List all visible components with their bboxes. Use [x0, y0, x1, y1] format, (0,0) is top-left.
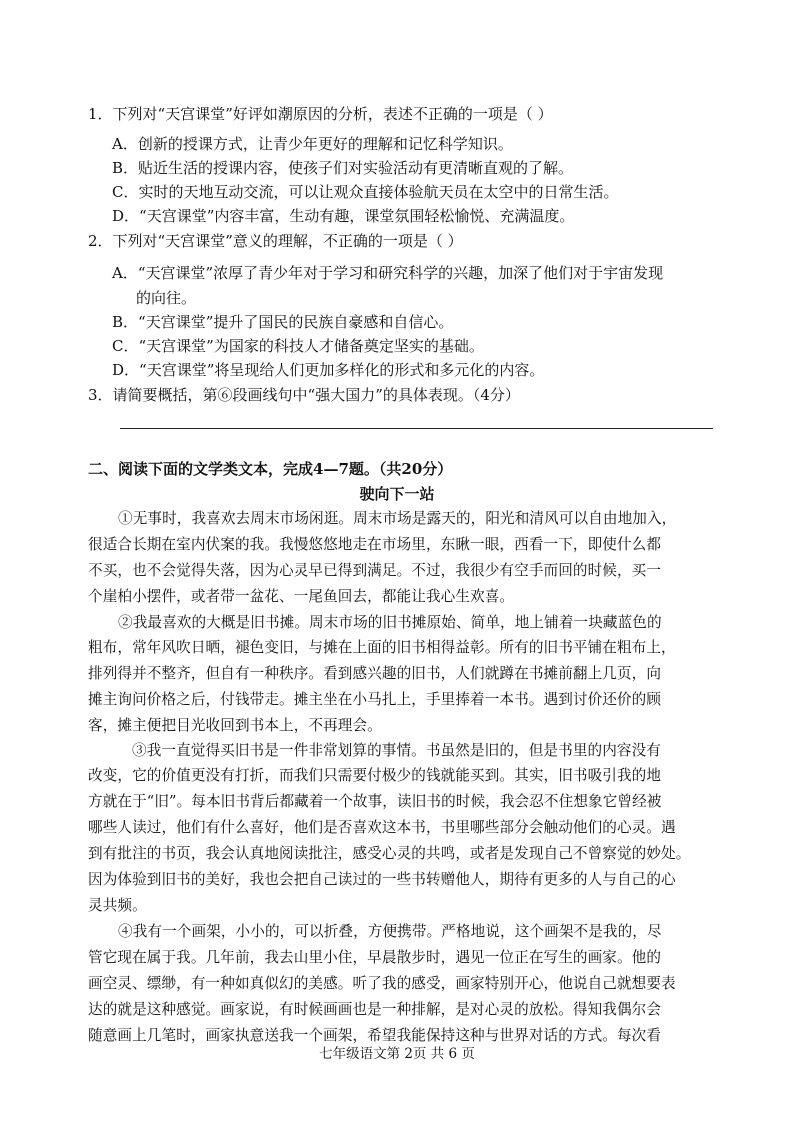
question-1-stem: 1．下列对“天宫课堂”好评如潮原因的分析，表述不正确的一项是（ ）	[88, 105, 553, 123]
passage-line: 改变，它的价值更没有打折，而我们只需要付极少的钱就能买到。其实，旧书吸引我的地	[88, 767, 662, 784]
passage-line: 个崖柏小摆件，或者带一盆花、一尾鱼回去，都能让我心生欢喜。	[88, 588, 515, 605]
question-1-option-b: B．贴近生活的授课内容，使孩子们对实验活动有更清晰直观的了解。	[112, 159, 574, 177]
passage-line: 不买，也不会觉得失落，因为心灵早已得到满足。不过，我很少有空手而回的时候，买一	[88, 562, 662, 579]
passage-line: ②我最喜欢的大概是旧书摊。周末市场的旧书摊原始、简单，地上铺着一块藏蓝色的	[118, 614, 662, 631]
answer-line[interactable]	[120, 428, 713, 429]
question-2-stem: 2．下列对“天宫课堂”意义的理解，不正确的一项是（ ）	[88, 232, 463, 250]
passage-line: 哪些人读过，他们有什么喜好，他们是否喜欢这本书，书里哪些部分会触动他们的心灵。遇	[88, 819, 676, 836]
passage-line: 画空灵、缥缈，有一种如真似幻的美感。听了我的感受，画家特别开心，他说自己就想要表	[88, 975, 676, 992]
passage-line: 到有批注的书页，我会认真地阅读批注，感受心灵的共鸣，或者是发现自己不曾察觉的妙处。	[88, 845, 691, 862]
section-heading: 二、阅读下面的文学类文本，完成4—7题。（共20分）	[88, 460, 453, 478]
passage-line: ③我一直觉得买旧书是一件非常划算的事情。书虽然是旧的，但是书里的内容没有	[132, 742, 661, 759]
passage-line: 客，摊主便把目光收回到书本上，不再理会。	[88, 717, 382, 734]
passage-line: 因为体验到旧书的美好，我也会把自己读过的一些书转赠他人，期待有更多的人与自己的心	[88, 871, 676, 888]
passage-line: 达的就是这种感觉。画家说，有时候画画也是一种排解，是对心灵的放松。得知我偶尔会	[88, 1001, 662, 1018]
passage-line: 摊主询问价格之后，付钱带走。摊主坐在小马扎上，手里捧着一本书。遇到讨价还价的顾	[88, 691, 662, 708]
passage-line: ④我有一个画架，小小的，可以折叠，方便携带。严格地说，这个画架不是我的，尽	[118, 923, 662, 940]
passage-line: 很适合长期在室内伏案的我。我慢悠悠地走在市场里，东瞅一眼，西看一下，即使什么都	[88, 536, 662, 553]
question-2-option-c: C．“天宫课堂”为国家的科技人才储备奠定坚实的基础。	[112, 337, 484, 355]
question-1-option-a: A．创新的授课方式，让青少年更好的理解和记忆科学知识。	[112, 135, 513, 153]
question-3-stem: 3．请简要概括，第⑥段画线句中“强大国力”的具体表现。（4分）	[88, 386, 520, 404]
passage-line: 粗布，常年风吹日晒，褪色变旧，与摊在上面的旧书相得益彰。所有的旧书平铺在粗布上，	[88, 639, 676, 656]
passage-line: 灵共频。	[88, 897, 147, 914]
passage-line: 管它现在属于我。几年前，我去山里小住，早晨散步时，遇见一位正在写生的画家。他的	[88, 949, 662, 966]
passage-line: ①无事时，我喜欢去周末市场闲逛。周末市场是露天的，阳光和清风可以自由地加入，	[118, 510, 677, 527]
question-2-option-d: D．“天宫课堂”将呈现给人们更加多样化的形式和多元化的内容。	[112, 361, 545, 379]
question-2-option-a-cont: 的向往。	[136, 289, 197, 307]
question-1-option-c: C．实时的天地互动交流，可以让观众直接体验航天员在太空中的日常生活。	[112, 183, 619, 201]
passage-title: 驶向下一站	[359, 485, 435, 503]
passage-line: 排列得并不整齐，但自有一种秩序。看到感兴趣的旧书，人们就蹲在书摊前翻上几页，向	[88, 665, 662, 682]
question-2-option-b: B．“天宫课堂”提升了国民的民族自豪感和自信心。	[112, 313, 454, 331]
question-1-option-d: D．“天宫课堂”内容丰富，生动有趣，课堂氛围轻松愉悦、充满温度。	[112, 207, 575, 225]
passage-line: 方就在于“旧”。每本旧书背后都藏着一个故事，读旧书的时候，我会忍不住想象它曾经被	[88, 793, 662, 810]
passage-line: 随意画上几笔时，画家执意送我一个画架，希望我能保持这种与世界对话的方式。每次看	[88, 1027, 662, 1044]
question-2-option-a: A．“天宫课堂”浓厚了青少年对于学习和研究科学的兴趣，加深了他们对于宇宙发现	[112, 264, 664, 282]
page-footer: 七年级语文第 2页 共 6 页	[319, 1046, 475, 1062]
